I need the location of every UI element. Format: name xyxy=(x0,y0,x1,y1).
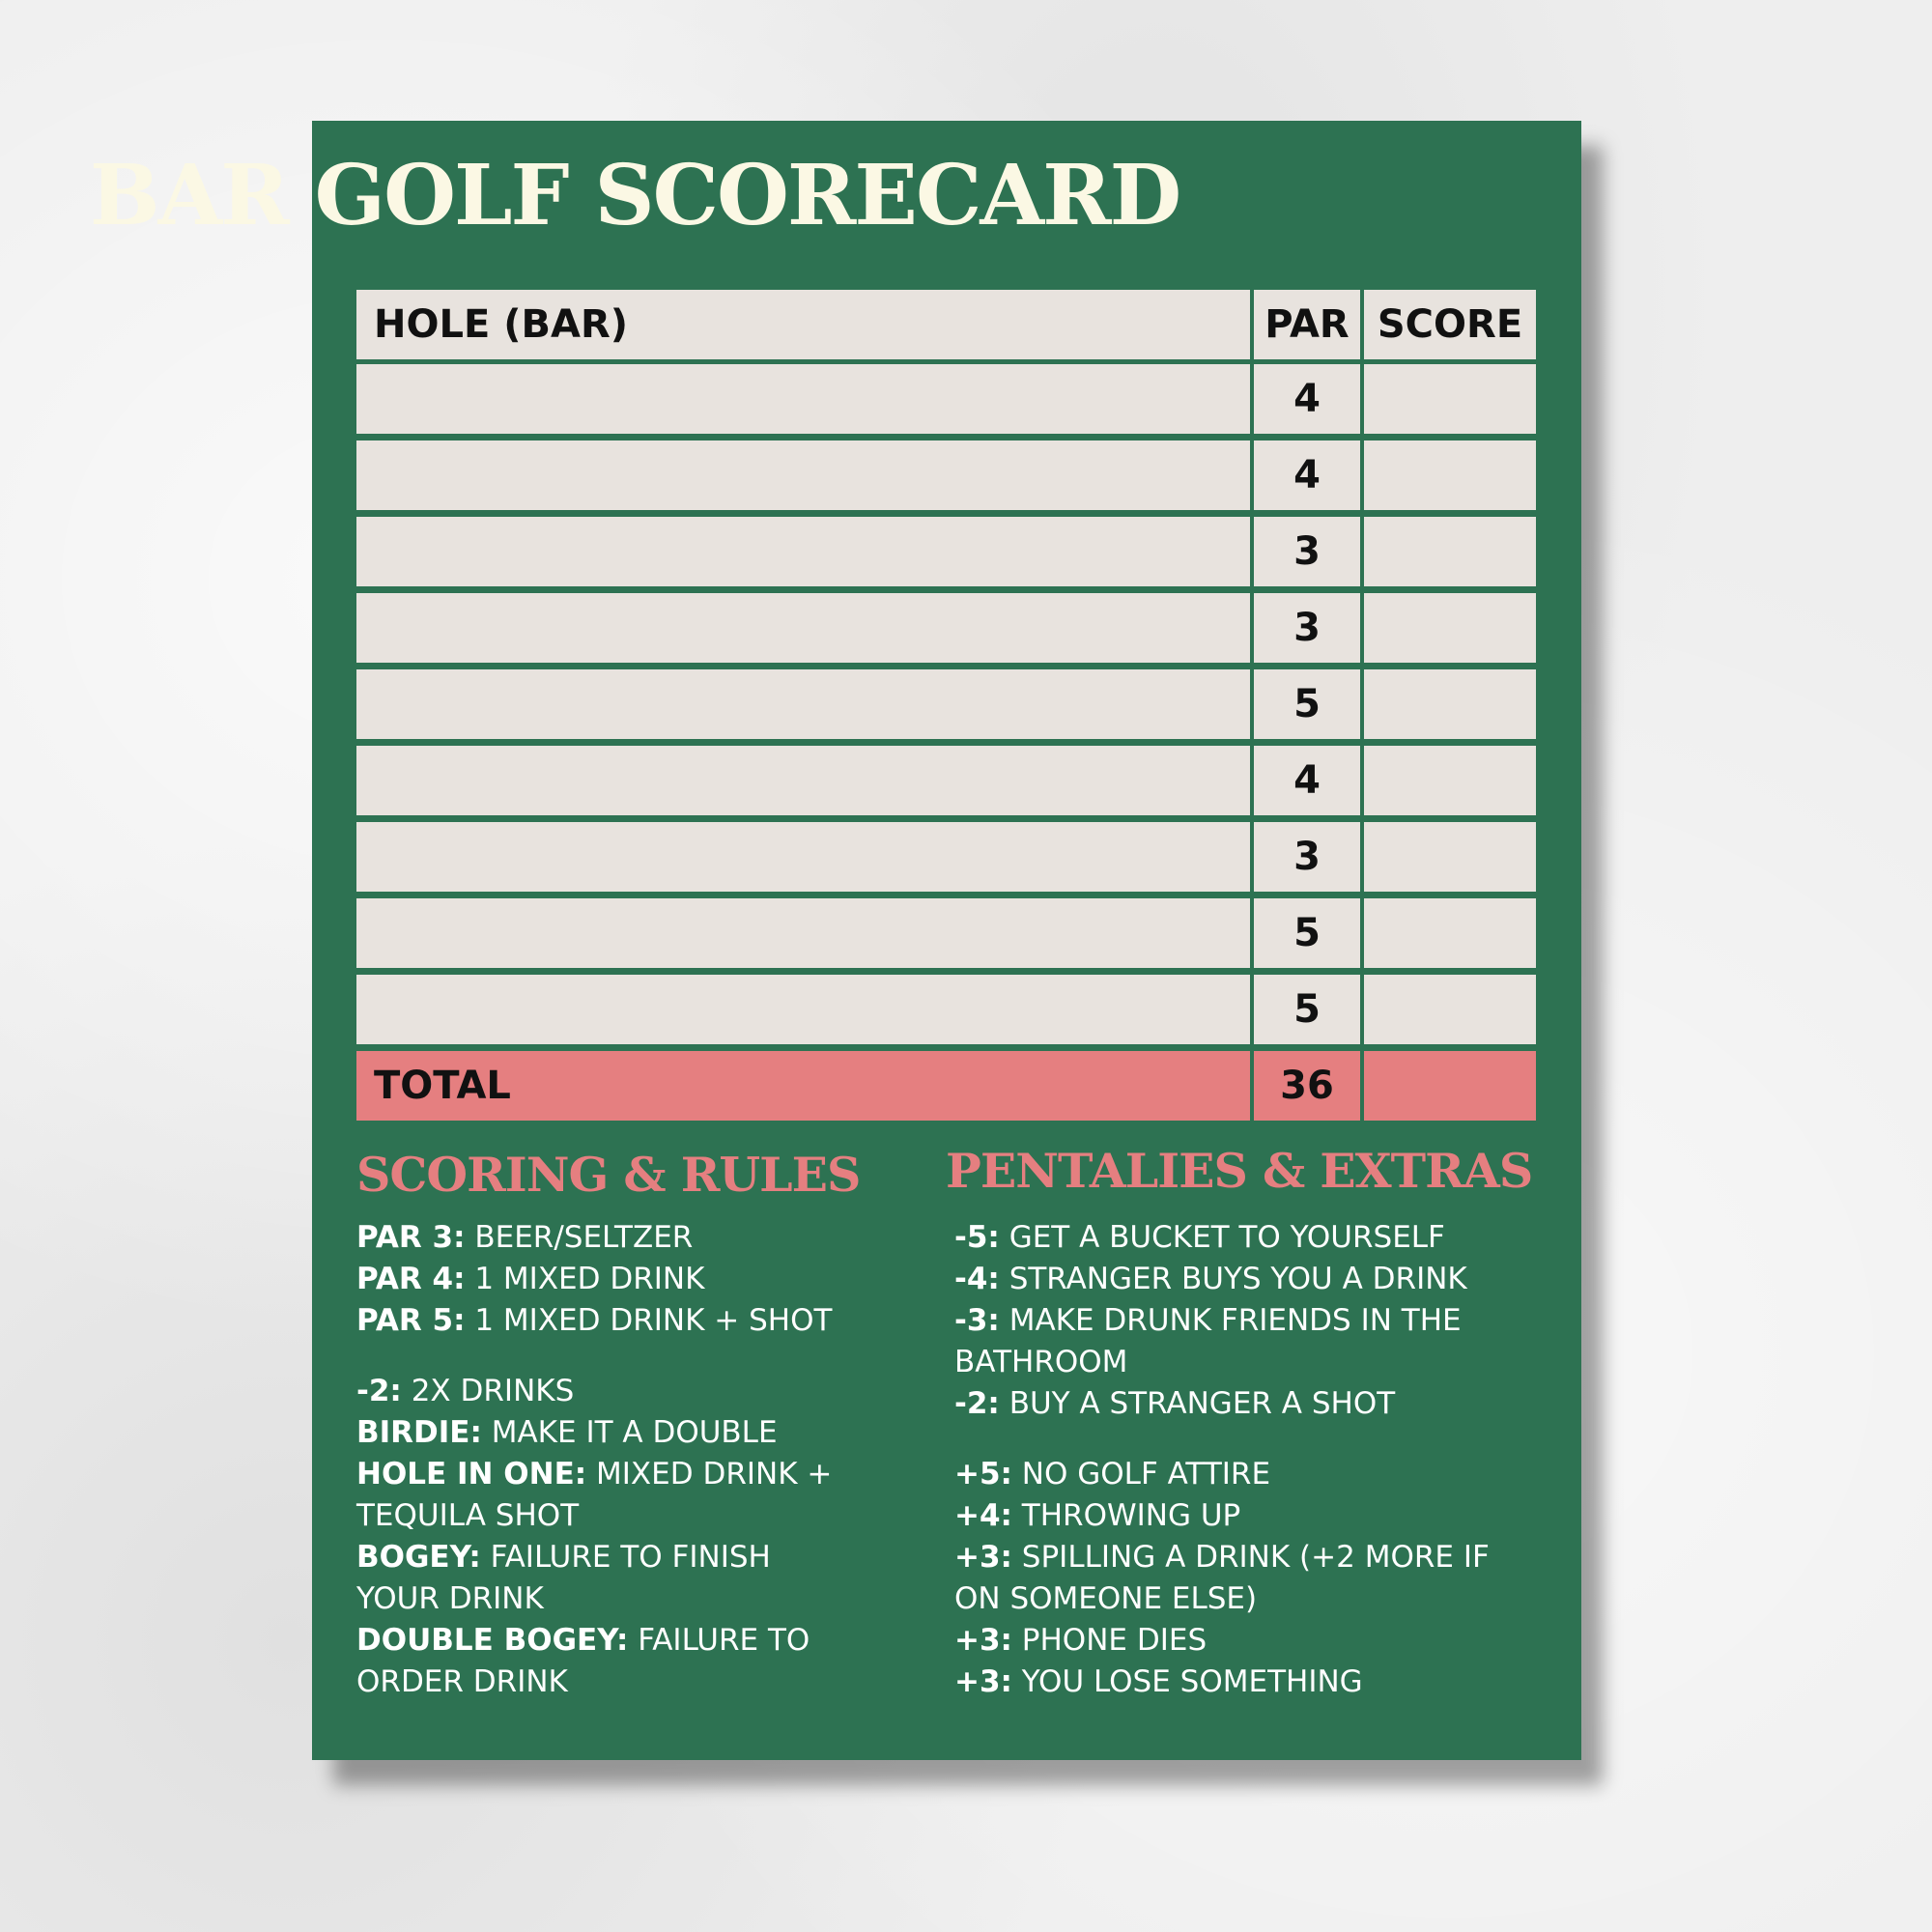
score-cell[interactable] xyxy=(1364,669,1536,739)
rule-key: +3: xyxy=(954,1540,1012,1575)
scoring-rules-title: SCORING & RULES xyxy=(356,1147,861,1203)
rule-key: HOLE IN ONE: xyxy=(356,1457,587,1492)
rule-key: PAR 4: xyxy=(356,1262,466,1296)
hole-name-cell[interactable] xyxy=(356,440,1250,510)
score-cell[interactable] xyxy=(1364,517,1536,586)
rule-text: 2X DRINKS xyxy=(401,1374,575,1408)
rule-line xyxy=(954,1342,1553,1383)
par-cell: 3 xyxy=(1254,593,1360,663)
rule-line xyxy=(954,1259,1553,1300)
penalties-extras-list xyxy=(954,1217,1553,1703)
rule-line xyxy=(356,1300,897,1342)
rule-line xyxy=(954,1578,1553,1620)
list-spacer xyxy=(954,1425,1553,1454)
rule-line xyxy=(356,1578,897,1620)
rule-text: MIXED DRINK + xyxy=(586,1457,833,1492)
rule-line xyxy=(356,1537,897,1578)
page-title: BAR GOLF SCORECARD xyxy=(89,147,1180,244)
rule-text: STRANGER BUYS YOU A DRINK xyxy=(999,1262,1467,1296)
rule-key: -2: xyxy=(356,1374,402,1408)
rule-key: -5: xyxy=(954,1220,1000,1255)
rule-text: ON SOMEONE ELSE) xyxy=(954,1581,1258,1616)
rule-text: TEQUILA SHOT xyxy=(356,1498,580,1533)
par-cell: 4 xyxy=(1254,364,1360,434)
par-cell: 5 xyxy=(1254,898,1360,968)
rule-line xyxy=(356,1217,897,1259)
rule-key: -2: xyxy=(954,1386,1000,1421)
total-label: TOTAL xyxy=(356,1051,1250,1121)
score-cell[interactable] xyxy=(1364,746,1536,815)
hole-name-cell[interactable] xyxy=(356,975,1250,1044)
rule-line xyxy=(356,1662,897,1703)
rule-line xyxy=(954,1495,1553,1537)
rule-text: YOU LOSE SOMETHING xyxy=(1011,1664,1363,1699)
rule-text: 1 MIXED DRINK + SHOT xyxy=(465,1303,833,1338)
rule-line xyxy=(356,1495,897,1537)
rule-key: DOUBLE BOGEY: xyxy=(356,1623,629,1658)
header-par: PAR xyxy=(1254,290,1360,359)
rule-line xyxy=(954,1620,1553,1662)
rule-text: MAKE IT A DOUBLE xyxy=(481,1415,778,1450)
rule-line xyxy=(356,1259,897,1300)
score-cell[interactable] xyxy=(1364,975,1536,1044)
rule-text: MAKE DRUNK FRIENDS IN THE xyxy=(999,1303,1462,1338)
total-score-cell[interactable] xyxy=(1364,1051,1536,1121)
score-cell[interactable] xyxy=(1364,898,1536,968)
rule-text: 1 MIXED DRINK xyxy=(465,1262,705,1296)
rule-text: FAILURE TO xyxy=(628,1623,810,1658)
rule-line xyxy=(954,1300,1553,1342)
rule-line xyxy=(356,1454,897,1495)
hole-name-cell[interactable] xyxy=(356,822,1250,892)
score-cell[interactable] xyxy=(1364,822,1536,892)
rule-text: BATHROOM xyxy=(954,1345,1128,1379)
rule-line xyxy=(356,1371,897,1412)
hole-name-cell[interactable] xyxy=(356,898,1250,968)
rule-text: YOUR DRINK xyxy=(356,1581,544,1616)
hole-name-cell[interactable] xyxy=(356,593,1250,663)
total-par: 36 xyxy=(1254,1051,1360,1121)
hole-name-cell[interactable] xyxy=(356,517,1250,586)
rule-text: PHONE DIES xyxy=(1011,1623,1208,1658)
rule-text: GET A BUCKET TO YOURSELF xyxy=(999,1220,1445,1255)
hole-name-cell[interactable] xyxy=(356,746,1250,815)
rule-key: PAR 3: xyxy=(356,1220,466,1255)
score-cell[interactable] xyxy=(1364,440,1536,510)
par-cell: 5 xyxy=(1254,669,1360,739)
rule-text: FAILURE TO FINISH xyxy=(480,1540,771,1575)
rule-text: THROWING UP xyxy=(1011,1498,1241,1533)
par-cell: 3 xyxy=(1254,822,1360,892)
rule-key: +3: xyxy=(954,1664,1012,1699)
rule-line xyxy=(954,1662,1553,1703)
par-cell: 4 xyxy=(1254,440,1360,510)
penalties-extras-title: PENTALIES & EXTRAS xyxy=(946,1143,1533,1199)
rule-key: -4: xyxy=(954,1262,1000,1296)
list-spacer xyxy=(356,1342,897,1371)
scoring-rules-list xyxy=(356,1217,897,1703)
hole-name-cell[interactable] xyxy=(356,364,1250,434)
par-cell: 4 xyxy=(1254,746,1360,815)
header-score: SCORE xyxy=(1364,290,1536,359)
par-cell: 3 xyxy=(1254,517,1360,586)
header-hole: HOLE (BAR) xyxy=(356,290,1250,359)
rule-text: SPILLING A DRINK (+2 MORE IF xyxy=(1011,1540,1490,1575)
rule-key: -3: xyxy=(954,1303,1000,1338)
rule-line xyxy=(954,1537,1553,1578)
score-cell[interactable] xyxy=(1364,364,1536,434)
rule-line xyxy=(356,1620,897,1662)
rule-key: +3: xyxy=(954,1623,1012,1658)
rule-text: NO GOLF ATTIRE xyxy=(1011,1457,1271,1492)
rule-key: PAR 5: xyxy=(356,1303,466,1338)
hole-name-cell[interactable] xyxy=(356,669,1250,739)
rule-text: ORDER DRINK xyxy=(356,1664,568,1699)
rule-key: +5: xyxy=(954,1457,1012,1492)
rule-line xyxy=(356,1412,897,1454)
rule-line xyxy=(954,1454,1553,1495)
par-cell: 5 xyxy=(1254,975,1360,1044)
rule-key: BOGEY: xyxy=(356,1540,481,1575)
rule-line xyxy=(954,1383,1553,1425)
rule-text: BEER/SELTZER xyxy=(465,1220,694,1255)
rule-text: BUY A STRANGER A SHOT xyxy=(999,1386,1396,1421)
rule-key: +4: xyxy=(954,1498,1012,1533)
rule-line xyxy=(954,1217,1553,1259)
score-cell[interactable] xyxy=(1364,593,1536,663)
rule-key: BIRDIE: xyxy=(356,1415,482,1450)
